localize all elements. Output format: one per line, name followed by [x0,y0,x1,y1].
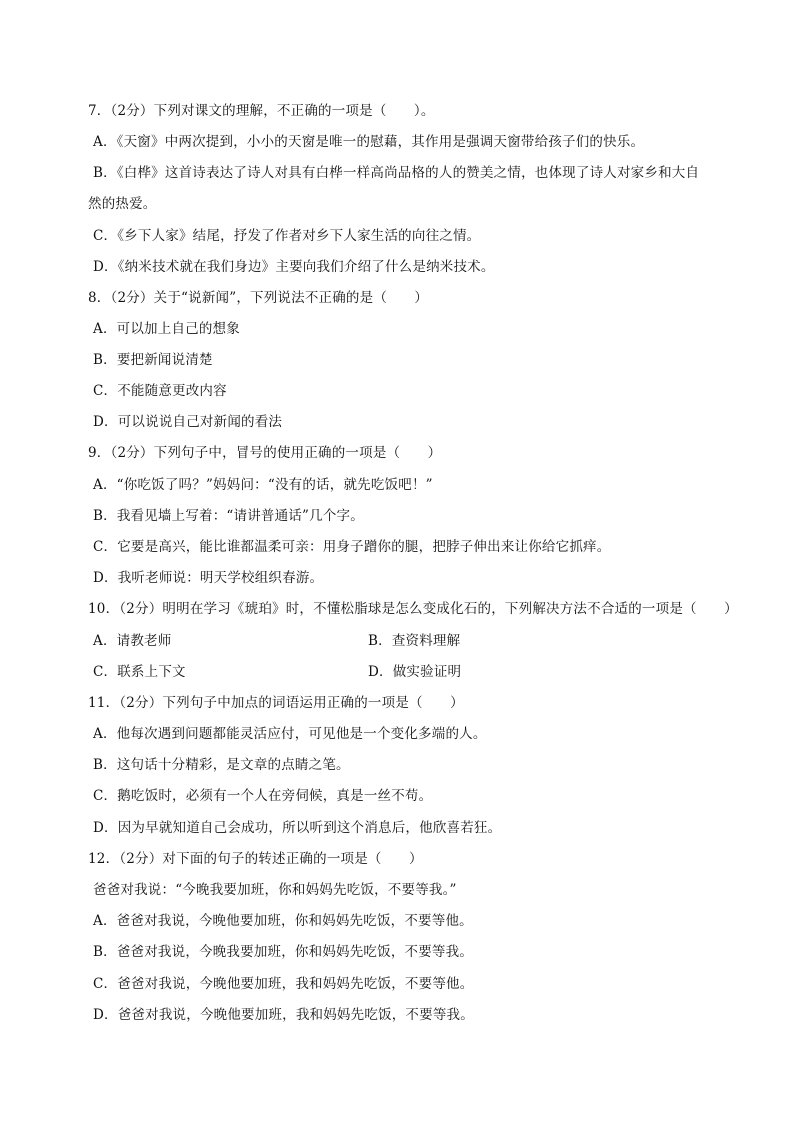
question-12-option-a: A．爸爸对我说，今晚他要加班，你和妈妈先吃饭，不要等他。 [93,913,473,929]
question-10-option-a: A．请教老师 [93,633,172,649]
question-9-option-a: A．“你吃饭了吗？”妈妈问：“没有的话，就先吃饭吧！” [93,477,433,493]
question-8-option-a: A．可以加上自己的想象 [93,321,240,337]
question-11-option-a: A．他每次遇到问题都能灵活应付，可见他是一个变化多端的人。 [93,726,487,742]
question-12-stem: 12．（2分）对下面的句子的转述正确的一项是（ ） [88,851,423,867]
question-12-option-b: B．爸爸对我说，今晚我要加班，你和妈妈先吃饭，不要等我。 [93,944,474,960]
question-8-option-c: C．不能随意更改内容 [93,383,227,399]
question-7-stem: 7．（2分）下列对课文的理解，不正确的一项是（ ）。 [88,103,435,119]
question-7-option-c: C．《乡下人家》结尾，抒发了作者对乡下人家生活的向往之情。 [93,228,481,244]
question-9-stem: 9．（2分）下列句子中，冒号的使用正确的一项是（ ） [88,445,442,461]
question-7-option-b: B．《白桦》这首诗表达了诗人对具有白桦一样高尚品格的人的赞美之情，也体现了诗人对家乡和大自 [93,165,700,181]
question-7-option-b-continued: 然的热爱。 [88,196,157,212]
question-10-stem: 10．（2分）明明在学习《琥珀》时，不懂松脂球是怎么变成化石的，下列解决方法不合适的一项是（ ） [88,601,738,617]
question-10-option-d: D．做实验证明 [368,664,462,680]
question-12-quote: 爸爸对我说：“今晚我要加班，你和妈妈先吃饭，不要等我。” [93,882,457,898]
question-9-option-c: C．它要是高兴，能比谁都温柔可亲：用身子蹭你的腿，把脖子伸出来让你给它抓痒。 [93,539,611,555]
question-9-option-b: B．我看见墙上写着：“请讲普通话”几个字。 [93,508,364,524]
question-11-option-c: C．鹅吃饭时，必须有一个人在旁伺候，真是一丝不苟。 [93,788,433,804]
question-7-option-d: D．《纳米技术就在我们身边》主要向我们介绍了什么是纳米技术。 [93,259,495,275]
question-11-option-b: B．这句话十分精彩，是文章的点睛之笔。 [93,757,350,773]
question-8-stem: 8．（2分）关于“说新闻”，下列说法不正确的是（ ） [88,290,429,306]
question-8-option-b: B．要把新闻说清楚 [93,352,213,368]
question-12-option-d: D．爸爸对我说，今晚他要加班，我和妈妈先吃饭，不要等我。 [93,1007,474,1023]
question-11-stem: 11．（2分）下列句子中加点的词语运用正确的一项是（ ） [88,695,464,711]
question-10-option-b: B．查资料理解 [368,633,461,649]
question-7-option-a: A．《天窗》中两次提到，小小的天窗是唯一的慰藉，其作用是强调天窗带给孩子们的快乐。 [93,134,645,150]
question-10-option-c: C．联系上下文 [93,664,186,680]
question-9-option-d: D．我听老师说：明天学校组织春游。 [93,570,324,586]
question-8-option-d: D．可以说说自己对新闻的看法 [93,414,283,430]
question-12-option-c: C．爸爸对我说，今晚他要加班，我和妈妈先吃饭，不要等他。 [93,976,474,992]
question-11-option-d: D．因为早就知道自己会成功，所以听到这个消息后，他欣喜若狂。 [93,820,502,836]
